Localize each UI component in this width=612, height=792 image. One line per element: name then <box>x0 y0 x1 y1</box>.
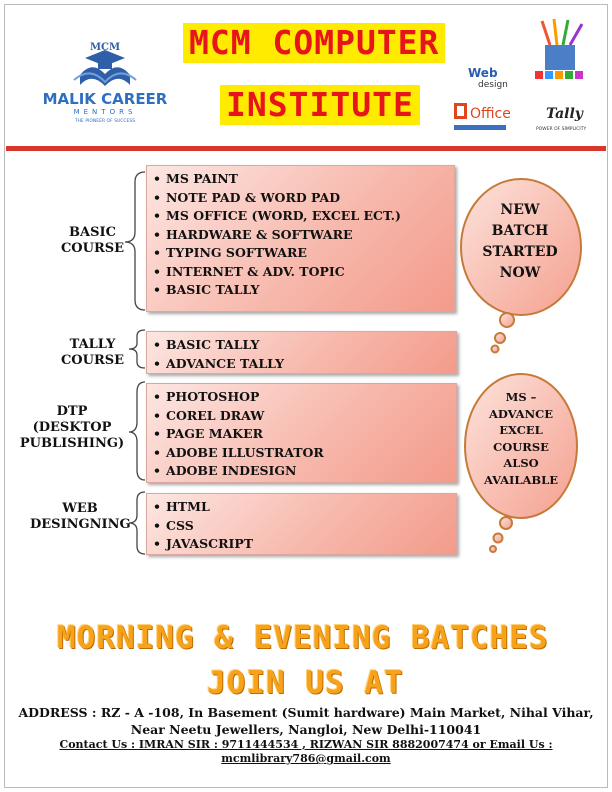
list-item: • MS PAINT <box>153 170 454 189</box>
software-logos <box>450 15 600 140</box>
course-box-basic <box>146 165 455 312</box>
address-line-1: ADDRESS : RZ - A -108, In Basement (Sumit hardware) Main Market, Nihal Vihar, <box>18 705 594 720</box>
malik-career-logo <box>30 30 180 130</box>
category-basic: BASIC COURSE <box>60 225 125 256</box>
list-item: • CSS <box>153 517 456 536</box>
logo-name: MALIK CAREER <box>42 90 168 108</box>
title-line-2: INSTITUTE <box>220 85 420 125</box>
header-divider <box>6 146 606 151</box>
category-web: WEB DESINGNING <box>30 501 131 532</box>
tally-tagline: POWER OF SIMPLICITY <box>536 127 587 132</box>
banner-join-us: JOIN US AT <box>207 665 404 701</box>
brace-basic <box>125 172 145 310</box>
pencil-cup-icon <box>535 19 583 79</box>
list-item: • ADOBE INDESIGN <box>153 462 456 481</box>
course-box-tally <box>146 331 457 374</box>
list-item: • PAGE MAKER <box>153 425 456 444</box>
brace-dtp <box>129 382 145 480</box>
bubble-new-batch-text: NEW BATCH STARTED NOW <box>482 202 558 281</box>
course-box-web <box>146 493 457 555</box>
list-item: • TYPING SOFTWARE <box>153 244 454 263</box>
list-item: • HARDWARE & SOFTWARE <box>153 226 454 245</box>
list-item: • BASIC TALLY <box>153 336 456 355</box>
bubble-excel-text: MS – ADVANCE EXCEL COURSE ALSO AVAILABLE <box>484 390 558 487</box>
title-line-1: MCM COMPUTER <box>183 23 445 63</box>
contact-line: Contact Us : IMRAN SIR : 9711444534 , RIZWAN SIR 8882007474 or Email Us : <box>59 738 553 751</box>
list-item: • BASIC TALLY <box>153 281 454 300</box>
list-item: • COREL DRAW <box>153 407 456 426</box>
list-item: • ADVANCE TALLY <box>153 355 456 374</box>
list-item: • ADOBE ILLUSTRATOR <box>153 444 456 463</box>
contact-email[interactable]: mcmlibrary786@gmail.com <box>221 752 391 765</box>
category-tally: TALLY COURSE <box>60 337 125 368</box>
brace-tally <box>129 330 145 368</box>
web-label: Web <box>468 66 498 80</box>
list-item: • JAVASCRIPT <box>153 535 456 554</box>
category-dtp: DTP (DESKTOP PUBLISHING) <box>19 404 125 451</box>
logo-initials: MCM <box>89 42 121 53</box>
list-item: • NOTE PAD & WORD PAD <box>153 189 454 208</box>
design-label: design <box>478 80 508 90</box>
office-label: Office <box>470 106 511 122</box>
course-box-dtp <box>146 383 457 483</box>
brace-web <box>129 492 145 554</box>
logo-sub: MENTORS <box>73 108 137 116</box>
braces <box>117 170 147 570</box>
book-icon <box>74 50 136 86</box>
list-item: • PHOTOSHOP <box>153 388 456 407</box>
address-line-2: Near Neetu Jewellers, Nangloi, New Delhi-110041 <box>130 722 482 737</box>
tally-label: Tally <box>546 106 583 122</box>
banner-batches: MORNING & EVENING BATCHES <box>57 620 549 656</box>
office-icon <box>454 103 467 119</box>
list-item: • HTML <box>153 498 456 517</box>
list-item: • INTERNET & ADV. TOPIC <box>153 263 454 282</box>
list-item: • MS OFFICE (WORD, EXCEL ECT.) <box>153 207 454 226</box>
logo-tagline: THE PIONEER OF SUCCESS <box>74 119 136 124</box>
